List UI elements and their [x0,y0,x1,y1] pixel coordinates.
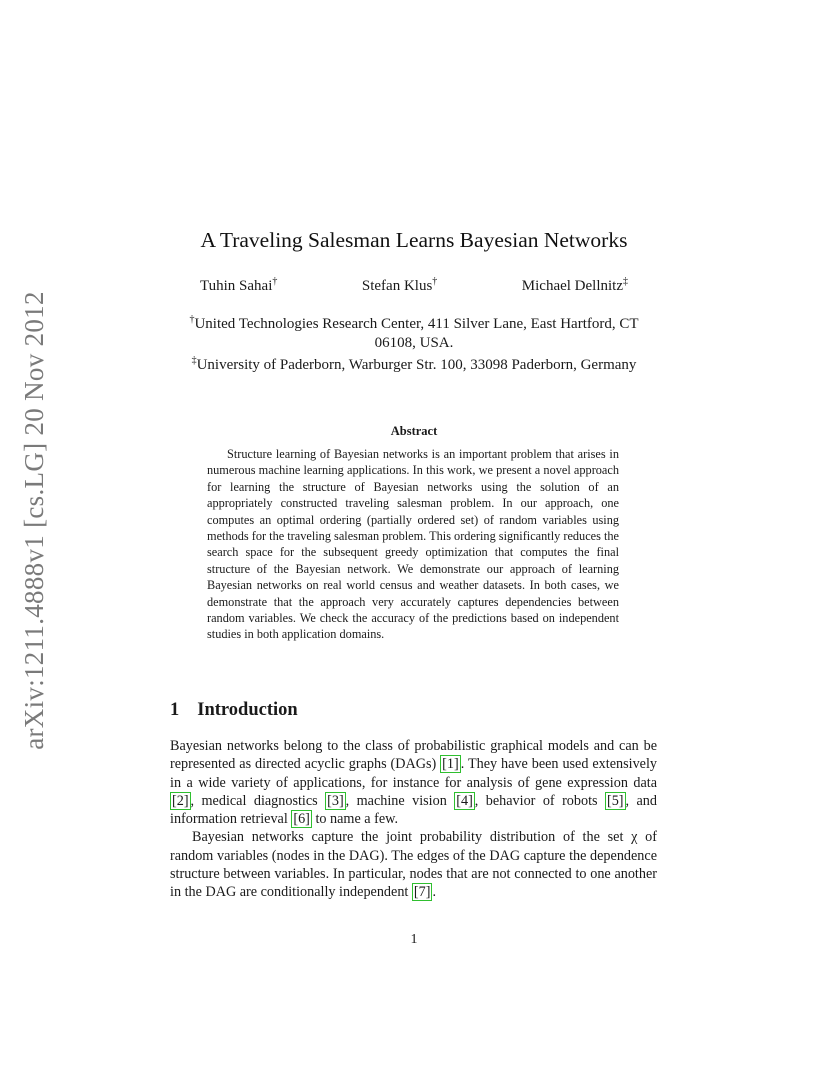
abstract-body: Structure learning of Bayesian networks is an important problem that arises in numerous machine learning applications. In this work, we present a novel approach for learning the structure of Bayesian networks using the solution of an appropriately constructed traveling salesman problem. In our approach, one computes an optimal ordering (partially ordered set) of random variables using methods for the traveling salesman problem. This ordering significantly reduces the search space for the subsequent greedy optimization that computes the final structure of the Bayesian network. We demonstrate our approach of learning Bayesian networks on real world census and weather datasets. In both cases, we demonstrate that the approach very accurately captures dependencies between random variables. We check the accuracy of the predictions based on independent studies in both application domains. [207,447,619,642]
paragraph-2 [170,828,657,901]
citation-link[interactable]: [3] [327,792,344,809]
section-title: Introduction [197,700,298,720]
section-number: 1 [170,700,180,720]
text-run: . They have been used extensively in a wide variety of applications, for instance for analysis of gene expression data [170,756,657,791]
text-run: Bayesian networks belong to the class of probabilistic graphical models and can be represented as directed acyclic graphs (DAGs) [170,738,657,773]
text-run: , medical diagnostics [190,792,326,809]
author-mark: † [272,276,278,287]
text-run: to name a few. [311,811,399,828]
author-name: Stefan Klus [361,278,433,294]
affiliation-text: United Technologies Research Center, 411 Silver Lane, East Hartford, CT 06108, USA. [194,316,639,351]
author-2 [362,276,437,295]
affiliations [170,311,658,375]
citation-link[interactable]: [2] [172,792,189,809]
author-name: Michael Dellnitz [521,278,623,294]
author-mark: ‡ [623,276,628,287]
text-run: Bayesian networks capture the joint probability distribution of the set χ of random variables (nodes in the DAG). The edges of the DAG capture the dependence structure between variables. In particular, nodes that are not connected to one another in the DAG are conditionally independent [170,829,657,901]
text-run: . [432,884,437,901]
citation-link[interactable]: [1] [442,756,459,773]
citation-link[interactable]: [7] [413,884,431,901]
introduction-body [170,737,657,902]
paragraph-1 [170,737,657,828]
page-number: 1 [410,932,418,947]
text-run: , and information retrieval [170,792,657,828]
author-1 [200,276,277,295]
abstract-heading: Abstract [390,424,438,438]
citation-link[interactable]: [4] [456,792,473,809]
citation-link[interactable]: [5] [606,792,624,809]
affiliation-mark: ‡ [191,355,197,367]
author-3 [522,276,628,295]
author-list [200,276,628,295]
affiliation-mark: † [189,314,195,325]
author-mark: † [432,276,438,287]
text-run: , machine vision [345,792,455,809]
affiliation-text: University of Paderborn, Warburger Str. 100, 33098 Paderborn, Germany [196,357,637,374]
author-name: Tuhin Sahai [200,278,273,294]
paper-title: A Traveling Salesman Learns Bayesian Networks [200,228,628,252]
section-heading [170,700,298,721]
affiliation-2 [170,352,658,375]
arxiv-identifier: arXiv:1211.4888v1 [cs.LG] 20 Nov 2012 [18,290,49,750]
text-run: , behavior of robots [474,792,605,809]
affiliation-1 [170,311,658,352]
arxiv-side-stamp [14,290,54,750]
citation-link[interactable]: [6] [293,811,310,828]
